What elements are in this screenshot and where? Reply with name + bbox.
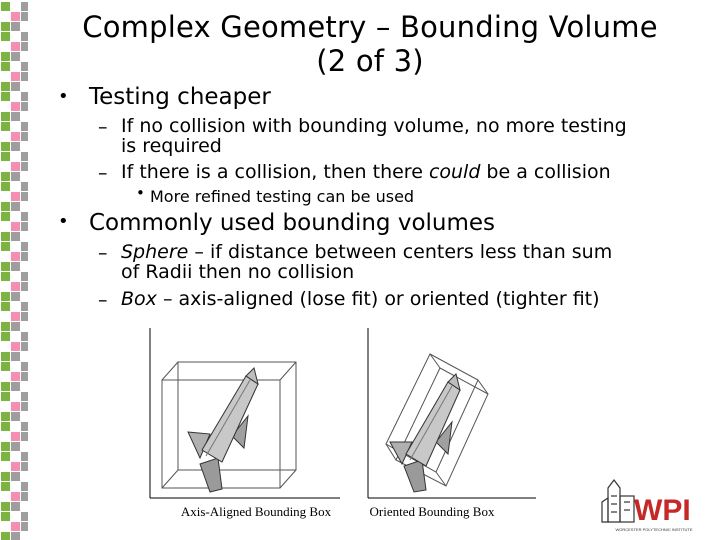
stripe-square (11, 42, 20, 51)
stripe-square (1, 232, 10, 241)
stripe-square (1, 322, 10, 331)
stripe-square (11, 412, 20, 421)
sub-1-1-line2: is required (121, 135, 222, 157)
stripe-square (11, 172, 20, 181)
stripe-square (1, 92, 10, 101)
stripe-square (11, 192, 20, 201)
subsub-1: More refined testing can be used (150, 187, 415, 206)
stripe-square (21, 92, 28, 101)
stripe-square (1, 412, 10, 421)
wpi-building-icon (598, 468, 710, 534)
stripe-square (21, 432, 28, 441)
stripe-square (1, 242, 10, 251)
sub-2-1-rest: – if distance between centers less than sum (188, 241, 613, 263)
stripe-square (11, 372, 20, 381)
axis-aligned-caption: Axis-Aligned Bounding Box (180, 504, 332, 519)
bounding-box-figure (140, 324, 540, 528)
dash-icon: – (98, 242, 108, 264)
stripe-square (11, 432, 20, 441)
stripe-square (11, 522, 20, 531)
stripe-square (21, 152, 28, 161)
stripe-square (11, 222, 20, 231)
stripe-square (21, 62, 28, 71)
stripe-square (21, 302, 28, 311)
wpi-logo-tagline: WORCESTER POLYTECHNIC INSTITUTE (615, 527, 693, 532)
slide-title (60, 10, 680, 78)
stripe-square (1, 202, 10, 211)
stripe-square (1, 382, 10, 391)
stripe-square (11, 232, 20, 241)
stripe-square (21, 462, 28, 471)
stripe-square (21, 212, 28, 221)
stripe-square (1, 272, 10, 281)
stripe-square (21, 272, 28, 281)
stripe-square (1, 362, 10, 371)
sub-2-2-emphasis: Box (121, 288, 157, 310)
stripe-square (21, 492, 28, 501)
stripe-square (1, 2, 10, 11)
rocket-model-left (188, 368, 258, 492)
bullet-dot-icon: • (136, 184, 145, 202)
stripe-square (11, 282, 20, 291)
stripe-square (21, 222, 28, 231)
stripe-square (1, 532, 10, 540)
slide-title-line1: Complex Geometry – Bounding Volume (82, 10, 658, 44)
stripe-square (11, 12, 20, 21)
stripe-square (11, 262, 20, 271)
stripe-square (1, 182, 10, 191)
stripe-square (21, 402, 28, 411)
stripe-square (1, 422, 10, 431)
stripe-square (1, 142, 10, 151)
wpi-logo (598, 468, 710, 534)
stripe-square (1, 152, 10, 161)
stripe-square (21, 162, 28, 171)
stripe-square (11, 532, 20, 540)
stripe-square (11, 72, 20, 81)
sub-1-2 (121, 162, 611, 182)
stripe-square (11, 502, 20, 511)
stripe-square (21, 372, 28, 381)
stripe-square (1, 122, 10, 131)
sub-1-2-emphasis: could (428, 161, 481, 183)
stripe-square (11, 292, 20, 301)
dash-icon: – (98, 162, 108, 184)
stripe-square (21, 282, 28, 291)
stripe-square (21, 12, 28, 21)
stripe-square (1, 452, 10, 461)
stripe-square (21, 2, 28, 11)
stripe-square (1, 442, 10, 451)
stripe-square (1, 172, 10, 181)
stripe-square (11, 202, 20, 211)
stripe-square (11, 112, 20, 121)
decorative-side-stripe (0, 0, 28, 540)
stripe-square (1, 292, 10, 301)
stripe-square (11, 252, 20, 261)
stripe-square (21, 122, 28, 131)
stripe-square (21, 42, 28, 51)
stripe-square (11, 312, 20, 321)
stripe-square (11, 462, 20, 471)
stripe-square (21, 242, 28, 251)
sub-2-1-line1 (121, 242, 612, 262)
sub-2-1-emphasis: Sphere (121, 241, 189, 263)
stripe-square (1, 82, 10, 91)
sub-2-2 (121, 289, 600, 309)
stripe-square (1, 392, 10, 401)
stripe-square (21, 312, 28, 321)
sub-2-2-rest: – axis-aligned (lose fit) or oriented (tighter fit) (156, 288, 600, 310)
stripe-square (1, 332, 10, 341)
slide-title-line2: (2 of 3) (316, 44, 424, 78)
dash-icon: – (98, 116, 108, 138)
stripe-square (11, 102, 20, 111)
stripe-square (11, 402, 20, 411)
stripe-square (21, 392, 28, 401)
stripe-square (11, 322, 20, 331)
stripe-square (1, 482, 10, 491)
sub-1-1-line1: If no collision with bounding volume, no more testing (121, 115, 627, 137)
stripe-square (1, 302, 10, 311)
stripe-square (21, 512, 28, 521)
stripe-square (1, 472, 10, 481)
stripe-square (11, 342, 20, 351)
stripe-square (21, 342, 28, 351)
stripe-square (1, 22, 10, 31)
oriented-panel (368, 328, 536, 498)
oriented-caption: Oriented Bounding Box (369, 504, 495, 519)
stripe-square (1, 52, 10, 61)
stripe-square (21, 252, 28, 261)
stripe-square (21, 422, 28, 431)
stripe-square (21, 102, 28, 111)
sub-1-2-pre: If there is a collision, then there (121, 161, 429, 183)
stripe-square (21, 32, 28, 41)
stripe-square (21, 132, 28, 141)
stripe-square (21, 72, 28, 81)
stripe-square (1, 62, 10, 71)
bullet-1-text: Testing cheaper (89, 84, 271, 110)
stripe-square (11, 22, 20, 31)
stripe-square (1, 262, 10, 271)
stripe-square (1, 352, 10, 361)
stripe-square (11, 52, 20, 61)
stripe-square (11, 382, 20, 391)
stripe-square (1, 512, 10, 521)
stripe-square (11, 142, 20, 151)
dash-icon: – (98, 289, 108, 311)
stripe-square (1, 112, 10, 121)
stripe-square (21, 362, 28, 371)
stripe-square (21, 182, 28, 191)
stripe-square (21, 452, 28, 461)
stripe-square (11, 492, 20, 501)
stripe-square (1, 502, 10, 511)
bullet-2-text: Commonly used bounding volumes (89, 210, 496, 236)
stripe-square (21, 332, 28, 341)
stripe-square (11, 132, 20, 141)
rocket-model-right (390, 374, 460, 492)
stripe-square (1, 32, 10, 41)
stripe-square (1, 212, 10, 221)
stripe-square (11, 162, 20, 171)
stripe-square (21, 192, 28, 201)
bullet-dot-icon: • (58, 86, 69, 107)
stripe-square (21, 522, 28, 531)
bullet-dot-icon: • (58, 211, 69, 232)
stripe-square (11, 82, 20, 91)
stripe-square (11, 472, 20, 481)
axis-aligned-panel (150, 328, 340, 498)
stripe-square (11, 352, 20, 361)
sub-2-1-line2: of Radii then no collision (121, 261, 355, 283)
wpi-logo-text: WPI (634, 494, 691, 527)
stripe-square (11, 442, 20, 451)
sub-1-2-post: be a collision (480, 161, 611, 183)
stripe-square (21, 482, 28, 491)
